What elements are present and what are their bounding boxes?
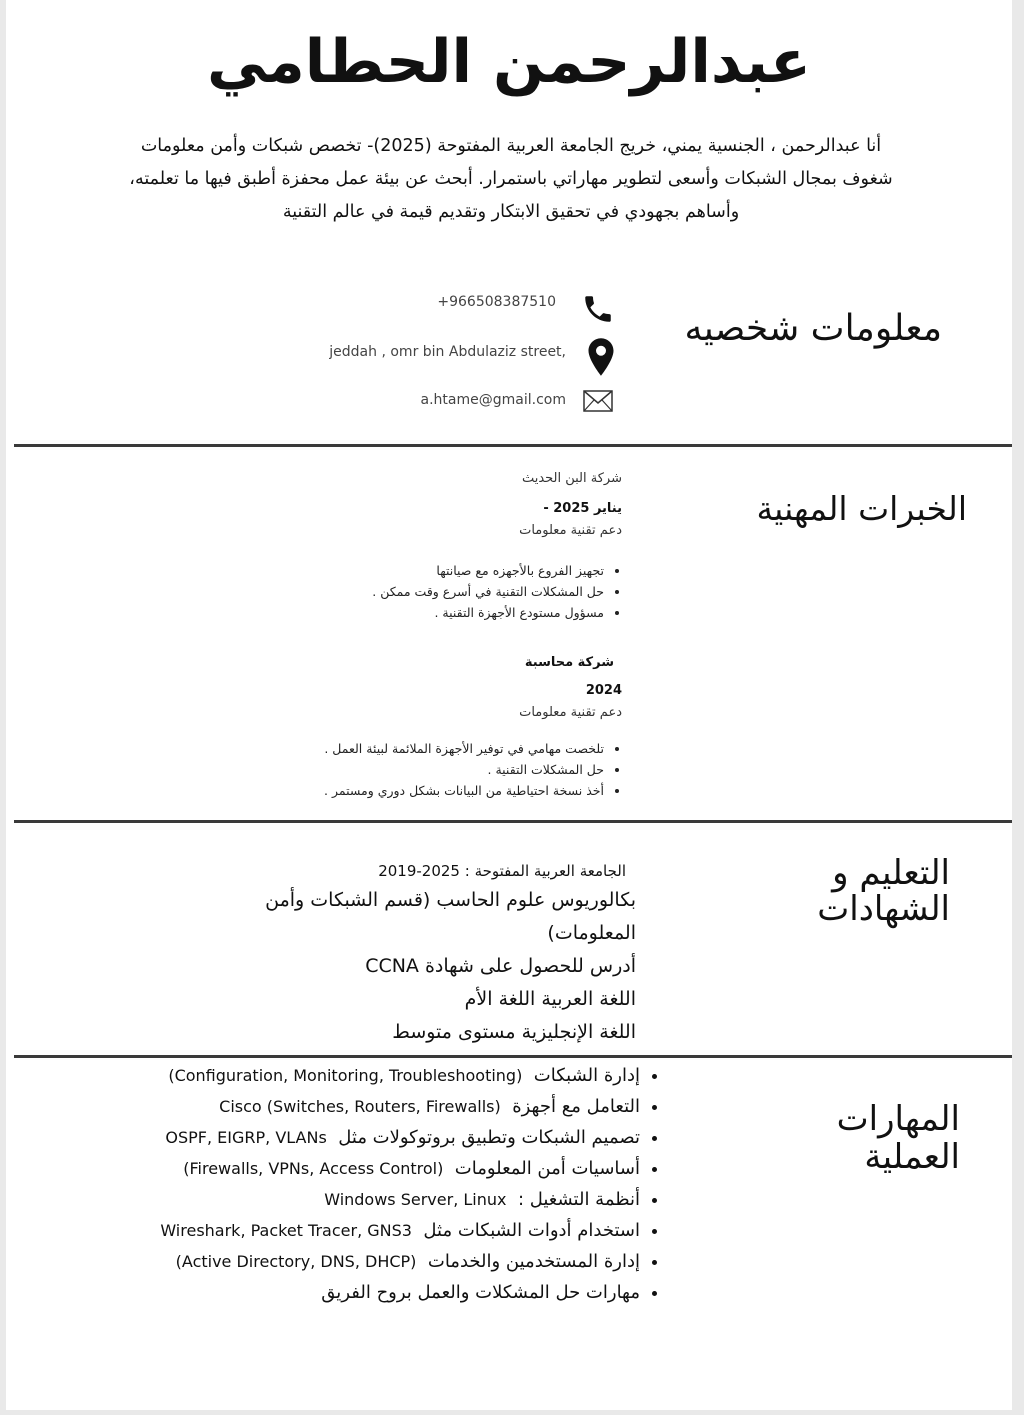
skills-title-line: العملية (864, 1137, 960, 1177)
list-item: • حل المشكلات التقنية في أسرع وقت ممكن . (242, 581, 604, 602)
list-item: • تلخصت مهامي في توفير الأجهزة الملائمة لبيئة العمل . (202, 738, 604, 759)
language: اللغة العربية اللغة الأم (464, 988, 636, 1010)
list-item: • أخذ نسخة احتياطية من البيانات بشكل دوري ومستمر . (202, 780, 604, 801)
education-section-title (817, 855, 950, 927)
experience-section-title: الخبرات المهنية (756, 489, 967, 528)
list-item: • تصميم الشبكات وتطبيق بروتوكولات مثل OSPF, EIGRP, VLANs (42, 1122, 640, 1153)
degree: المعلومات) (547, 922, 636, 944)
summary (28, 130, 994, 229)
section-divider (14, 820, 1012, 823)
section-divider (14, 1055, 1012, 1058)
resume-page (6, 0, 1012, 1410)
list-item: • مسؤول مستودع الأجهزة التقنية . (242, 602, 604, 623)
location-pin-icon (586, 338, 616, 376)
skills-list (42, 1060, 662, 1308)
university: الجامعة العربية المفتوحة : 2025-2019 (378, 862, 626, 880)
certification: أدرس للحصول على شهادة CCNA (365, 955, 636, 977)
candidate-name: عبدالرحمن الحطامي (206, 27, 812, 97)
education-details (196, 858, 636, 1049)
list-item: • تجهيز الفروع بالأجهزه مع صيانتها (242, 560, 604, 581)
list-item: • استخدام أدوات الشبكات مثل Wireshark, Packet Tracer, GNS3 (42, 1215, 640, 1246)
phone-icon (581, 292, 615, 326)
job-entry (242, 468, 622, 623)
list-item: • أساسيات أمن المعلومات (Firewalls, VPNs, Access Control) (42, 1153, 640, 1184)
job-date: 2024 (585, 683, 622, 698)
summary-line: شغوف بمجال الشبكات وأسعى لتطوير مهاراتي باستمرار. أبحث عن بيئة عمل محفزة أطبق فيها ما تعلمته، (129, 169, 893, 189)
list-item: • التعامل مع أجهزة Cisco (Switches, Routers, Firewalls) (42, 1091, 640, 1122)
job-duties (242, 560, 622, 623)
job-duties (202, 738, 622, 801)
job-role: دعم تقنية معلومات (519, 705, 622, 720)
education-title-line: التعليم و (832, 853, 950, 893)
summary-line: وأساهم بجهودي في تحقيق الابتكار وتقديم قيمة في عالم التقنية (282, 202, 740, 222)
language: اللغة الإنجليزية مستوى متوسط (392, 1021, 636, 1043)
section-divider (14, 444, 1012, 447)
company-name: شركة محاسبة (524, 655, 614, 670)
degree: بكالوريوس علوم الحاسب (قسم الشبكات وأمن (265, 889, 636, 911)
list-item: • إدارة المستخدمين والخدمات (Active Directory, DNS, DHCP) (42, 1246, 640, 1277)
email[interactable]: a.htame@gmail.com (420, 392, 566, 408)
list-item: • أنظمة التشغيل : Windows Server, Linux (42, 1184, 640, 1215)
job-date: يناير 2025 - (543, 501, 622, 516)
personal-section-title: معلومات شخصيه (684, 308, 942, 349)
address: jeddah , omr bin Abdulaziz street, (329, 344, 566, 360)
skills-section-title (837, 1100, 960, 1176)
company-name: شركة البن الحديث (521, 471, 622, 486)
phone-number[interactable]: +966508387510 (437, 294, 556, 310)
list-item: • إدارة الشبكات (Configuration, Monitoring, Troubleshooting) (42, 1060, 640, 1091)
job-role: دعم تقنية معلومات (519, 523, 622, 538)
skills-list-wrapper (42, 1060, 662, 1308)
skills-title-line: المهارات (836, 1099, 960, 1139)
summary-line: أنا عبدالرحمن ، الجنسية يمني، خريج الجامعة العربية المفتوحة (2025)- تخصص شبكات وأمن معلومات (140, 136, 882, 156)
list-item: • حل المشكلات التقنية . (202, 759, 604, 780)
list-item: • مهارات حل المشكلات والعمل بروح الفريق (42, 1277, 640, 1308)
envelope-icon (583, 390, 613, 412)
job-entry (202, 652, 622, 801)
education-title-line: الشهادات (817, 889, 950, 929)
